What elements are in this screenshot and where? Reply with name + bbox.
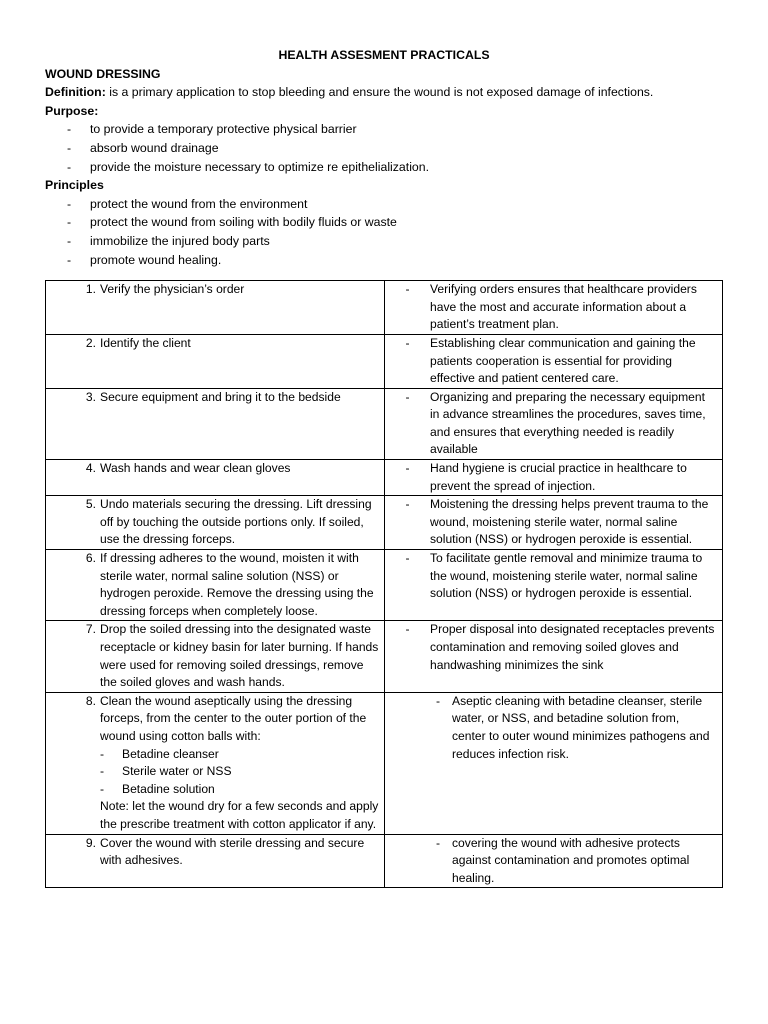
document-title: HEALTH ASSESMENT PRACTICALS bbox=[278, 48, 490, 62]
rationale-cell: - Establishing clear communication and gaining the patients cooperation is essential for providing effective and patient centered care. bbox=[385, 334, 723, 388]
principles-list bbox=[45, 195, 723, 269]
table-row bbox=[46, 834, 723, 888]
step-number: 3. bbox=[85, 389, 96, 404]
table-row bbox=[46, 692, 723, 834]
rationale-text: Proper disposal into designated receptacles prevents contamination and removing soiled gloves and handwashing minimizes the sink bbox=[430, 622, 715, 672]
rationale-cell: - Proper disposal into designated receptacles prevents contamination and removing soiled gloves and handwashing minimizes the sink bbox=[385, 621, 723, 692]
rationale-text: To facilitate gentle removal and minimize trauma to the wound, moistening sterile water, normal saline solution (NSS) or hydrogen peroxide is essential. bbox=[430, 551, 703, 601]
purpose-heading: Purpose: bbox=[45, 103, 99, 118]
step-note: Note: let the wound dry for a few seconds and apply the prescribe treatment with cotton applicator if any. bbox=[100, 799, 379, 831]
rationale-cell: - Aseptic cleaning with betadine cleanser, sterile water, or NSS, and betadine solution from, center to outer wound minimizes pathogens and reduces infection risk. bbox=[385, 692, 723, 834]
rationale-text: covering the wound with adhesive protects against contamination and promotes optimal healing. bbox=[452, 835, 690, 885]
step-cell bbox=[46, 334, 385, 388]
rationale-cell: - Hand hygiene is crucial practice in healthcare to prevent the spread of injection. bbox=[385, 460, 723, 496]
rationale-text: Organizing and preparing the necessary equipment in advance streamlines the procedures, saves time, and ensures that everything needed is readily available bbox=[430, 389, 706, 457]
rationale-cell: - Organizing and preparing the necessary equipment in advance streamlines the procedures, saves time, and ensures that everything needed is readily available bbox=[385, 388, 723, 459]
rationale-text: Hand hygiene is crucial practice in healthcare to prevent the spread of injection. bbox=[430, 461, 687, 493]
list-item: - Sterile water or NSS bbox=[100, 764, 232, 779]
step-number: 6. bbox=[85, 551, 96, 566]
step-cell bbox=[46, 692, 385, 834]
rationale-text: Verifying orders ensures that healthcare providers have the most and accurate information about a patient’s treatment plan. bbox=[430, 282, 697, 332]
step-text: Secure equipment and bring it to the bedside bbox=[100, 389, 341, 404]
step-text: Undo materials securing the dressing. Lift dressing off by touching the outside portions only. If soiled, use the dressing forceps. bbox=[100, 497, 372, 547]
section-heading: WOUND DRESSING bbox=[45, 66, 161, 81]
rationale-cell: - Verifying orders ensures that healthcare providers have the most and accurate information about a patient’s treatment plan. bbox=[385, 281, 723, 335]
rationale-cell: - To facilitate gentle removal and minimize trauma to the wound, moistening sterile water, normal saline solution (NSS) or hydrogen peroxide is essential. bbox=[385, 550, 723, 621]
definition-text: is a primary application to stop bleeding and ensure the wound is not exposed damage of infections. bbox=[105, 85, 654, 100]
definition-label: Definition: bbox=[45, 85, 106, 100]
list-item: - absorb wound drainage bbox=[45, 139, 723, 158]
table-row bbox=[46, 550, 723, 621]
table-row bbox=[46, 334, 723, 388]
step-text: Verify the physician’s order bbox=[100, 282, 245, 297]
list-item: - immobilize the injured body parts bbox=[45, 232, 723, 251]
list-item: - Betadine cleanser bbox=[100, 746, 219, 761]
table-row bbox=[46, 281, 723, 335]
step-text: Identify the client bbox=[100, 335, 191, 350]
rationale-cell: - Moistening the dressing helps prevent trauma to the wound, moistening sterile water, normal saline solution (NSS) or hydrogen peroxide is essential. bbox=[385, 496, 723, 550]
list-item: - to provide a temporary protective physical barrier bbox=[45, 120, 723, 139]
step-cell bbox=[46, 460, 385, 496]
principles-heading: Principles bbox=[45, 178, 104, 193]
step-cell bbox=[46, 621, 385, 692]
step-text: Wash hands and wear clean gloves bbox=[100, 461, 291, 476]
list-item: - provide the moisture necessary to optimize re epithelialization. bbox=[45, 158, 723, 177]
step-number: 8. bbox=[85, 693, 96, 708]
step-number: 4. bbox=[85, 461, 96, 476]
step-cell bbox=[46, 834, 385, 888]
step-cell bbox=[46, 496, 385, 550]
list-item: - promote wound healing. bbox=[45, 251, 723, 270]
step-text: Drop the soiled dressing into the designated waste receptacle or kidney basin for later burning. If hands were used for removing soiled dressings, remove the soiled gloves and wash hands. bbox=[100, 622, 379, 690]
table-row bbox=[46, 388, 723, 459]
rationale-text: Moistening the dressing helps prevent trauma to the wound, moistening sterile water, normal saline solution (NSS) or hydrogen peroxide is essential. bbox=[430, 497, 709, 547]
procedure-table bbox=[45, 280, 723, 888]
list-item: - protect the wound from soiling with bodily fluids or waste bbox=[45, 213, 723, 232]
step-number: 7. bbox=[85, 622, 96, 637]
step-number: 1. bbox=[85, 282, 96, 297]
step-text: If dressing adheres to the wound, moisten it with sterile water, normal saline solution (NSS) or hydrogen peroxide. Remove the dressing using the dressing forceps when completely loose. bbox=[100, 551, 374, 618]
list-item: - Betadine solution bbox=[100, 781, 215, 796]
step-text: Cover the wound with sterile dressing and secure with adhesives. bbox=[100, 835, 365, 868]
step-cell bbox=[46, 388, 385, 459]
cleaning-solutions-list bbox=[100, 746, 380, 799]
rationale-text: Aseptic cleaning with betadine cleanser, sterile water, or NSS, and betadine solution from, center to outer wound minimizes pathogens and reduces infection risk. bbox=[452, 693, 710, 761]
list-item: - protect the wound from the environment bbox=[45, 195, 723, 214]
step-cell bbox=[46, 550, 385, 621]
rationale-cell: - covering the wound with adhesive protects against contamination and promotes optimal healing. bbox=[385, 834, 723, 888]
definition-paragraph bbox=[45, 83, 723, 102]
step-text: Clean the wound aseptically using the dressing forceps, from the center to the outer portion of the wound using cotton balls with: bbox=[100, 693, 367, 743]
step-cell bbox=[46, 281, 385, 335]
step-number: 2. bbox=[85, 335, 96, 350]
step-number: 9. bbox=[85, 835, 96, 850]
table-row bbox=[46, 460, 723, 496]
table-row bbox=[46, 621, 723, 692]
purpose-list bbox=[45, 120, 723, 176]
rationale-text: Establishing clear communication and gaining the patients cooperation is essential for providing effective and patient centered care. bbox=[430, 335, 696, 386]
table-row bbox=[46, 496, 723, 550]
step-number: 5. bbox=[85, 497, 96, 512]
